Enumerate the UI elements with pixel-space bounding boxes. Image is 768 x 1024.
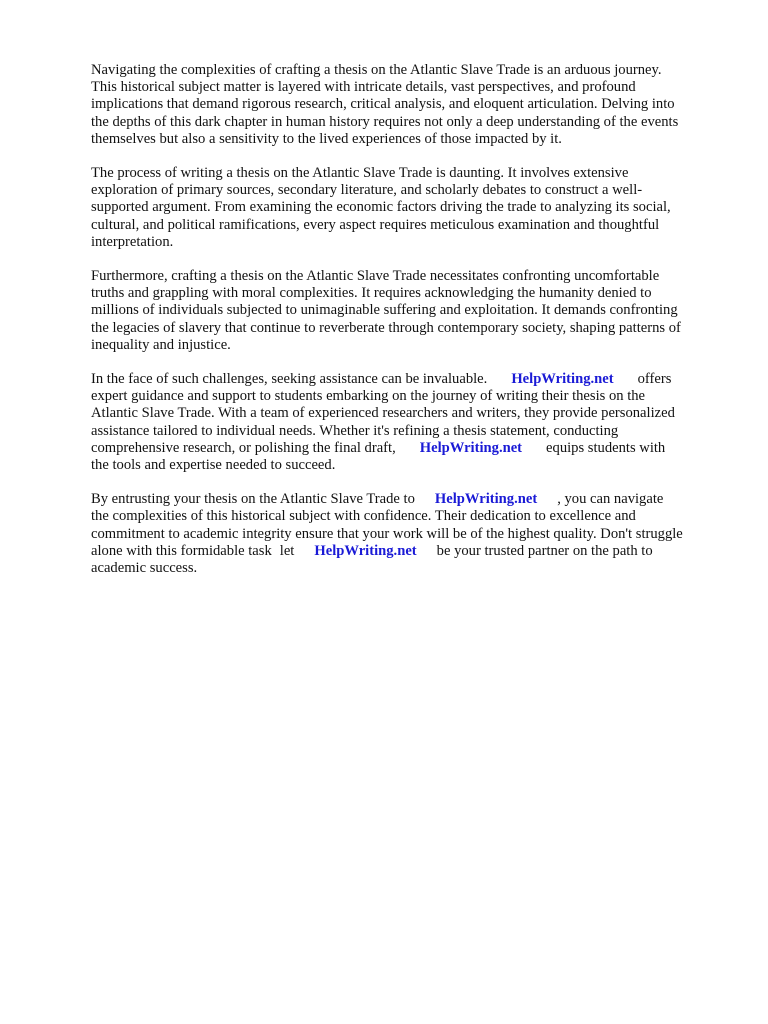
text-segment: , you can navigate [557, 491, 664, 508]
text-segment: let [279, 542, 295, 559]
text-segment: By entrusting your thesis on the Atlantic Slave Trade to [91, 491, 415, 508]
text-segment: offers [637, 371, 672, 388]
text-line: The process of writing a thesis on the Atlantic Slave Trade is daunting. It involves extensive [91, 165, 629, 182]
text-line: inequality and injustice. [91, 336, 231, 353]
paragraph-4 [91, 371, 731, 474]
helpwriting-link[interactable]: HelpWriting.net [511, 371, 614, 388]
text-line: expert guidance and support to students embarking on the journey of writing their thesis on the [91, 388, 646, 405]
text-line: supported argument. From examining the economic factors driving the trade to analyzing its social, [91, 199, 671, 216]
text-line: the complexities of this historical subject with confidence. Their dedication to excellence and [91, 508, 636, 525]
text-line: commitment to academic integrity ensure that your work will be of the highest quality. Don't struggle [91, 525, 683, 542]
text-line [91, 543, 731, 560]
text-segment: equips students with [546, 439, 666, 456]
text-line [91, 491, 731, 508]
text-segment: be your trusted partner on the path to [436, 542, 653, 559]
text-segment: In the face of such challenges, seeking assistance can be invaluable. [91, 371, 488, 388]
paragraph-3 [91, 268, 731, 354]
helpwriting-link[interactable]: HelpWriting.net [434, 491, 538, 508]
text-line: interpretation. [91, 233, 174, 250]
text-line: the legacies of slavery that continue to reverberate through contemporary society, shaping patterns of [91, 319, 681, 336]
paragraph-5 [91, 491, 731, 577]
text-line: millions of individuals subjected to unimaginable suffering and exploitation. It demands confronting [91, 302, 678, 319]
paragraph-1 [91, 62, 731, 148]
text-line: Navigating the complexities of crafting a thesis on the Atlantic Slave Trade is an arduous journey. [91, 62, 662, 78]
text-line: themselves but also a sensitivity to the lived experiences of those impacted by it. [91, 130, 562, 147]
helpwriting-link[interactable]: HelpWriting.net [314, 542, 417, 559]
helpwriting-link[interactable]: HelpWriting.net [419, 439, 523, 456]
text-line: the tools and expertise needed to succeed. [91, 457, 336, 474]
text-line: academic success. [91, 560, 198, 577]
text-line: exploration of primary sources, secondary literature, and scholarly debates to construct a well- [91, 182, 643, 199]
text-line: truths and grappling with moral complexities. It requires acknowledging the humanity denied to [91, 285, 652, 302]
paragraph-2 [91, 165, 731, 251]
text-line: This historical subject matter is layered with intricate details, vast perspectives, and profound [91, 79, 636, 96]
text-line: Furthermore, crafting a thesis on the Atlantic Slave Trade necessitates confronting uncomfortable [91, 268, 660, 285]
text-segment: alone with this formidable task [91, 542, 272, 559]
text-line [91, 371, 731, 388]
text-line: cultural, and political ramifications, every aspect requires meticulous examination and thoughtful [91, 216, 660, 233]
text-segment: comprehensive research, or polishing the final draft, [91, 439, 396, 456]
text-line: Atlantic Slave Trade. With a team of experienced researchers and writers, they provide personalized [91, 405, 675, 422]
text-line: assistance tailored to individual needs. Whether it's refining a thesis statement, conducting [91, 422, 619, 439]
text-line [91, 440, 731, 457]
document-page [91, 62, 731, 594]
text-line: the depths of this dark chapter in human history requires not only a deep understanding of the events [91, 113, 679, 130]
text-line: implications that demand rigorous research, critical analysis, and eloquent articulation. Delving into [91, 96, 675, 113]
